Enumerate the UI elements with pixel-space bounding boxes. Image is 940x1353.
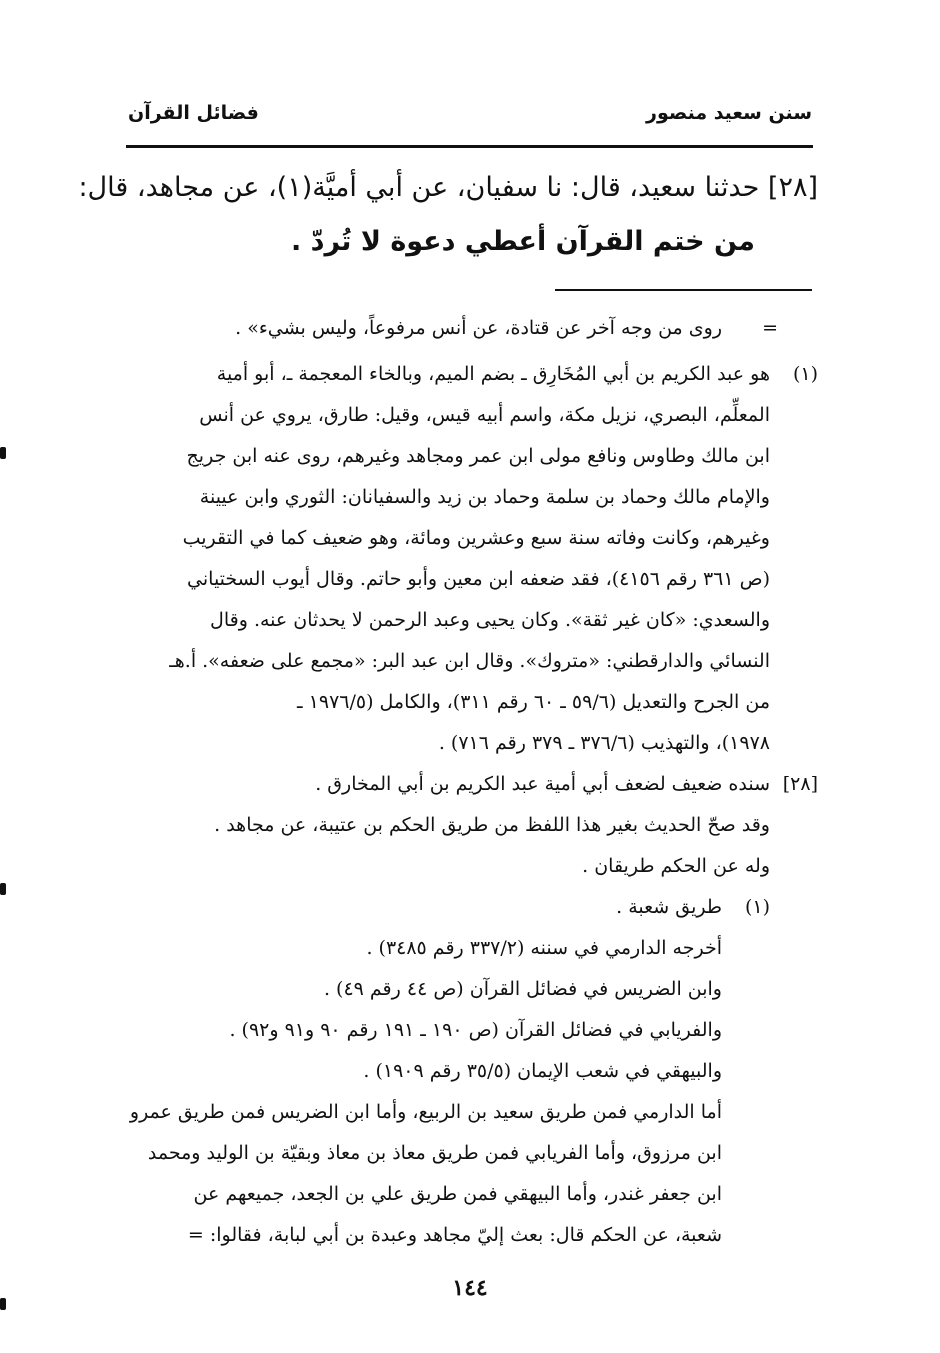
footnote-28-marker: [٢٨] bbox=[782, 773, 818, 795]
footnote-1-marker: (١) bbox=[792, 363, 818, 385]
footnote-28-line: وله عن الحكم طريقان . bbox=[582, 855, 770, 877]
path-1-source: والبيهقي في شعب الإيمان (٣٥/٥ رقم ١٩٠٩) . bbox=[363, 1060, 722, 1082]
hadith-text-line-1: [٢٨] حدثنا سعيد، قال: نا سفيان، عن أبي أميَّة(١)، عن مجاهد، قال: bbox=[78, 172, 818, 203]
path-1-detail: ابن جعفر غندر، وأما البيهقي فمن طريق علي بن الجعد، جميعهم عن bbox=[193, 1183, 722, 1205]
running-header-book-title: سنن سعيد منصور bbox=[646, 102, 812, 124]
path-1-detail: ابن مرزوق، وأما الفريابي فمن طريق معاذ بن معاذ وبقيّة بن الوليد ومحمد bbox=[147, 1142, 722, 1164]
footnote-1-line: من الجرح والتعديل (٥٩/٦ ـ ٦٠ رقم ٣١١)، والكامل (١٩٧٦/٥ ـ bbox=[297, 691, 770, 713]
path-1-source: وابن الضريس في فضائل القرآن (ص ٤٤ رقم ٤٩) . bbox=[323, 978, 722, 1000]
header-rule bbox=[126, 145, 813, 148]
footnote-1-line: والإمام مالك وحماد بن سلمة وحماد بن زيد والسفيانان: الثوري وابن عيينة bbox=[199, 486, 770, 508]
scan-binding-mark bbox=[0, 447, 6, 459]
continuation-marker: = bbox=[762, 317, 778, 339]
path-1-source: والفريابي في فضائل القرآن (ص ١٩٠ ـ ١٩١ رقم ٩٠ و٩١ و٩٢) . bbox=[229, 1019, 722, 1041]
path-1-marker: (١) bbox=[744, 896, 770, 918]
scan-binding-mark bbox=[0, 1298, 6, 1310]
footnote-continuation: روى من وجه آخر عن قتادة، عن أنس مرفوعاً، وليس بشيء» . bbox=[235, 317, 722, 339]
footnote-1-line: المعلِّم، البصري، نزيل مكة، واسم أبيه قيس، وقيل: طارق، يروي عن أنس bbox=[199, 404, 770, 426]
footnote-1-line: هو عبد الكريم بن أبي المُخَارِق ـ بضم الميم، وبالخاء المعجمة ـ، أبو أمية bbox=[216, 363, 770, 385]
footnote-separator bbox=[555, 289, 812, 291]
page-number: ١٤٤ bbox=[452, 1275, 488, 1301]
footnote-1-line: النسائي والدارقطني: «متروك». وقال ابن عبد البر: «مجمع على ضعفه». أ.هـ bbox=[169, 650, 770, 672]
running-header-section-title: فضائل القرآن bbox=[128, 102, 259, 124]
footnote-1-line: وغيرهم، وكانت وفاته سنة سبع وعشرين ومائة، وهو ضعيف كما في التقريب bbox=[182, 527, 770, 549]
footnote-28-line: وقد صحّ الحديث بغير هذا اللفظ من طريق الحكم بن عتيبة، عن مجاهد . bbox=[214, 814, 770, 836]
footnote-1-line: ابن مالك وطاوس ونافع مولى ابن عمر ومجاهد وغيرهم، روى عنه ابن جريج bbox=[186, 445, 770, 467]
path-1-detail: شعبة، عن الحكم قال: بعث إليّ مجاهد وعبدة بن أبي لبابة، فقالوا: = bbox=[187, 1224, 722, 1246]
footnote-1-line: ١٩٧٨)، والتهذيب (٣٧٦/٦ ـ ٣٧٩ رقم ٧١٦) . bbox=[438, 732, 770, 754]
footnote-1-line: والسعدي: «كان غير ثقة». وكان يحيى وعبد الرحمن لا يحدثان عنه. وقال bbox=[210, 609, 770, 631]
path-1-source: أخرجه الدارمي في سننه (٣٣٧/٢ رقم ٣٤٨٥) . bbox=[366, 937, 722, 959]
path-1-title: طريق شعبة . bbox=[616, 896, 722, 918]
hadith-text-line-2: من ختم القرآن أعطي دعوة لا تُردّ . bbox=[290, 226, 755, 257]
path-1-detail: أما الدارمي فمن طريق سعيد بن الربيع، وأما ابن الضريس فمن طريق عمرو bbox=[129, 1101, 722, 1123]
footnote-28-line: سنده ضعيف لضعف أبي أمية عبد الكريم بن أبي المخارق . bbox=[315, 773, 770, 795]
scan-binding-mark bbox=[0, 883, 6, 895]
footnote-1-line: (ص ٣٦١ رقم ٤١٥٦)، فقد ضعفه ابن معين وأبو حاتم. وقال أيوب السختياني bbox=[187, 568, 770, 590]
